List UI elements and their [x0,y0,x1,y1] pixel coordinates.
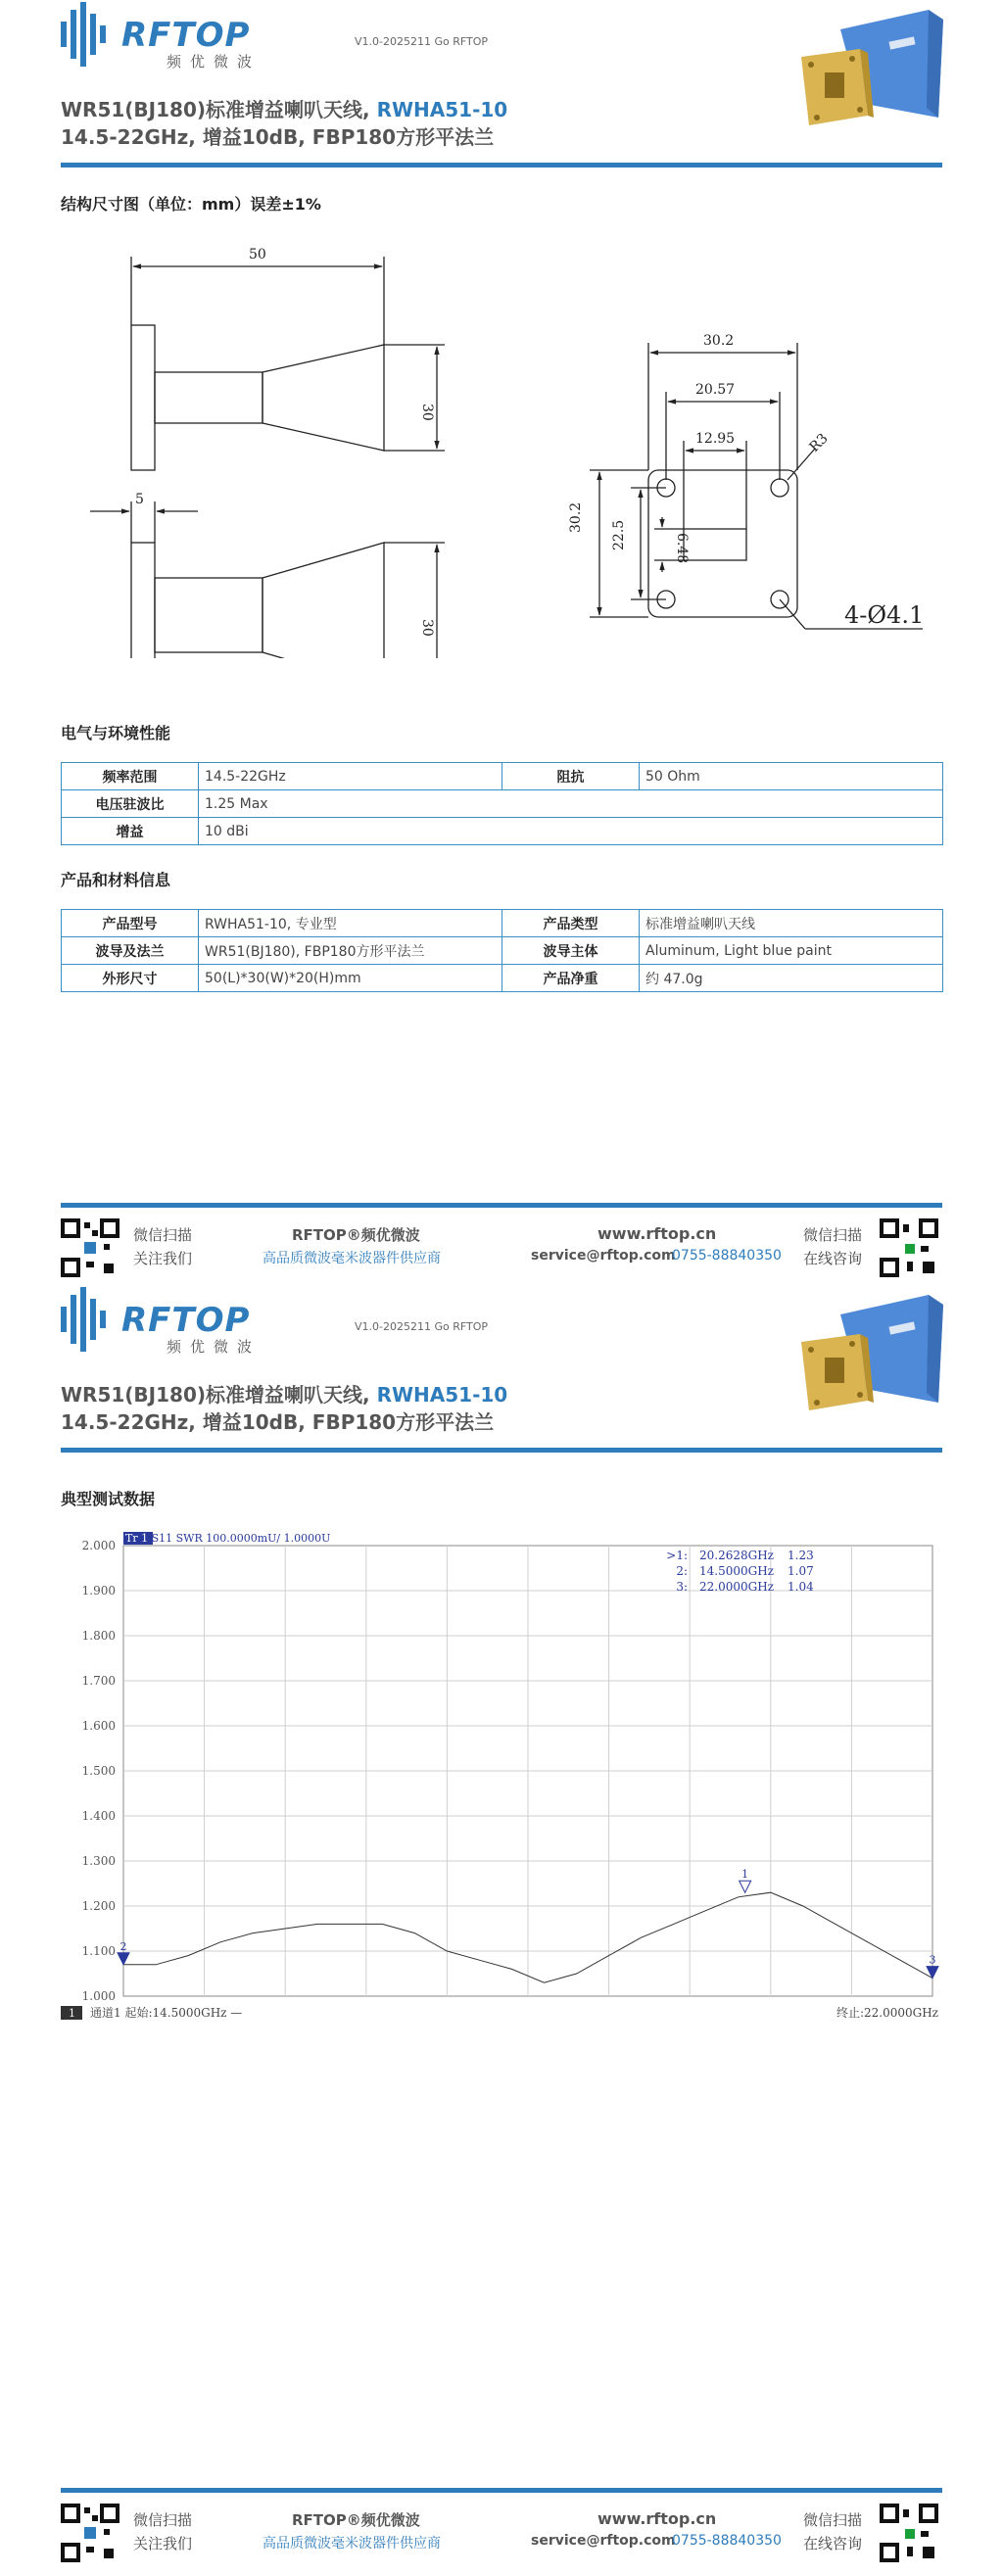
footer-phone: 0755-88840350 [672,2533,782,2549]
table-cell-label: 频率范围 [62,763,199,790]
footer-website-link[interactable]: www.rftop.cn [597,2509,717,2528]
brand-subtitle: 频优微波 [167,53,262,71]
table-cell-label: 产品型号 [62,910,199,937]
header-rule [61,163,942,167]
footer-scan-label-2: 微信扫描 [803,1226,863,1244]
y-tick-label: 1.900 [81,1584,116,1598]
model-number: RWHA51-10 [376,1383,508,1407]
table-cell-label: 产品净重 [502,965,640,992]
header-rule [61,1448,942,1453]
table-cell-value: 50(L)*30(W)*20(H)mm [199,965,502,992]
marker-number: 3 [929,1953,936,1967]
footer-follow-label: 关注我们 [133,2535,193,2552]
y-tick-label: 1.800 [81,1629,116,1643]
logo-bars-icon [61,1287,118,1354]
table-row [62,910,943,937]
dim-height-bottom: 30 [419,619,435,637]
table-cell-value: 1.25 Max [199,790,943,818]
model-number: RWHA51-10 [376,98,508,121]
top-view-horn [263,543,384,658]
brand-name: RFTOP [121,1301,251,1340]
marker-readout-label: 3: [676,1580,688,1594]
flange-front [648,470,797,617]
footer-consult-label: 在线咨询 [803,2535,863,2552]
marker-readout-freq: 20.2628GHz [699,1549,774,1562]
y-tick-label: 1.700 [81,1674,116,1688]
dim-mounting-holes: 4-Ø4.1 [844,601,925,629]
marker-readout-label: >1: [666,1549,688,1562]
version-label: V1.0-2025211 Go RFTOP [355,1320,489,1333]
dim-aperture-height: 6.48 [674,533,690,564]
table-row [62,965,943,992]
side-view-horn [263,345,384,451]
footer-rule [61,1203,942,1208]
page-subtitle: 14.5-22GHz, 增益10dB, FBP180方形平法兰 [61,1410,495,1434]
table-row [62,763,943,790]
table-cell-value: Aluminum, Light blue paint [640,937,943,965]
channel-badge-label: 1 [69,2007,75,2020]
dim-hole-spacing: 20.57 [695,382,736,398]
y-tick-label: 1.400 [81,1809,116,1823]
y-tick-label: 1.300 [81,1854,116,1868]
footer-slogan: 高品质微波毫米波器件供应商 [263,1251,441,1266]
table-cell-value: RWHA51-10, 专业型 [199,910,502,937]
chart-stop-label: 终止:22.0000GHz [836,2006,938,2020]
brand-name: RFTOP [121,16,251,55]
page-footer [61,2488,942,2576]
footer-follow-label: 关注我们 [133,1250,193,1267]
footer-consult-label: 在线咨询 [803,1250,863,1267]
table-cell-value: 10 dBi [199,818,943,845]
rftop-logo[interactable] [61,2,266,71]
qr-code-icon[interactable] [61,1218,119,1277]
dim-aperture-width: 12.95 [695,431,736,447]
table-row [62,937,943,965]
table-cell-value: 50 Ohm [640,763,943,790]
table-cell-label: 波导及法兰 [62,937,199,965]
table-cell-label: 产品类型 [502,910,640,937]
footer-company: RFTOP®频优微波 [292,2511,420,2529]
page-footer [61,1203,942,1291]
brand-subtitle: 频优微波 [167,1338,262,1356]
table-row [62,790,943,818]
test-data-title: 典型测试数据 [61,1490,156,1508]
page-title: WR51(BJ180)标准增益喇叭天线, RWHA51-10 [61,1383,508,1407]
marker-readout-value: 1.04 [788,1580,814,1594]
y-tick-label: 1.600 [81,1719,116,1733]
table-cell-label: 增益 [62,818,199,845]
swr-chart [61,1524,942,2024]
footer-email-link[interactable]: service@rftop.com [531,2533,676,2549]
dim-flange-thickness: 5 [135,492,144,507]
dim-flange-width: 30.2 [703,333,735,349]
dim-corner-radius: R3 [806,430,832,455]
page-subtitle: 14.5-22GHz, 增益10dB, FBP180方形平法兰 [61,125,495,149]
footer-email-link[interactable]: service@rftop.com [531,1248,676,1264]
marker-number: 1 [741,1868,749,1882]
marker-number: 2 [119,1939,127,1953]
side-view-waveguide [155,372,263,423]
qr-code-icon[interactable] [61,2504,119,2562]
version-label: V1.0-2025211 Go RFTOP [355,35,489,48]
qr-code-consult-icon[interactable] [880,2504,938,2562]
dim-height-top: 30 [419,404,435,421]
drawing-title: 结构尺寸图（单位：mm）误差±1% [61,195,321,214]
marker-readout-value: 1.23 [788,1549,814,1562]
table-cell-value: 14.5-22GHz [199,763,502,790]
waveguide-aperture [684,529,746,560]
page-1 [0,0,1003,1285]
footer-rule [61,2488,942,2493]
footer-scan-label: 微信扫描 [133,1226,193,1244]
footer-scan-label-2: 微信扫描 [803,2511,863,2529]
marker-readout-freq: 22.0000GHz [699,1580,774,1594]
dim-flange-height: 30.2 [568,501,584,533]
top-view-flange [131,543,155,658]
chart-title: Tr 1 S11 SWR 100.0000mU/ 1.0000U [125,1532,331,1545]
footer-phone: 0755-88840350 [672,1248,782,1264]
materials-table [61,909,943,992]
marker-readout-freq: 14.5000GHz [699,1564,774,1578]
table-cell-label: 外形尺寸 [62,965,199,992]
electrical-title: 电气与环境性能 [61,724,171,742]
swr-chart-svg [61,1524,942,2024]
table-cell-label: 电压驻波比 [62,790,199,818]
table-cell-value: 约 47.0g [640,965,943,992]
y-tick-label: 1.000 [81,1989,116,2003]
qr-code-consult-icon[interactable] [880,1218,938,1277]
product-image [791,1295,948,1422]
table-cell-label: 阻抗 [502,763,640,790]
logo-bars-icon [61,2,118,69]
electrical-table [61,762,943,845]
footer-website-link[interactable]: www.rftop.cn [597,1224,717,1243]
table-cell-value: 标准增益喇叭天线 [640,910,943,937]
rftop-logo[interactable] [61,1287,266,1356]
footer-company: RFTOP®频优微波 [292,1226,420,1244]
table-cell-value: WR51(BJ180), FBP180方形平法兰 [199,937,502,965]
materials-title: 产品和材料信息 [61,871,171,889]
footer-slogan: 高品质微波毫米波器件供应商 [263,2536,441,2552]
top-view-waveguide [155,578,263,652]
footer-scan-label: 微信扫描 [133,2511,193,2529]
page-title: WR51(BJ180)标准增益喇叭天线, RWHA51-10 [61,98,508,121]
dim-length: 50 [249,247,266,262]
dim-hole-vertical: 22.5 [611,519,627,550]
side-view-flange [131,325,155,470]
table-cell-label: 波导主体 [502,937,640,965]
table-row [62,818,943,845]
dimension-drawing [61,227,942,658]
product-image [791,10,948,137]
y-tick-label: 1.100 [81,1944,116,1958]
marker-readout-value: 1.07 [788,1564,814,1578]
chart-start-label: 通道1 起始:14.5000GHz — [90,2006,243,2020]
marker-readout-label: 2: [676,1564,688,1578]
y-tick-label: 1.500 [81,1764,116,1778]
y-tick-label: 2.000 [81,1539,116,1552]
y-tick-label: 1.200 [81,1899,116,1913]
